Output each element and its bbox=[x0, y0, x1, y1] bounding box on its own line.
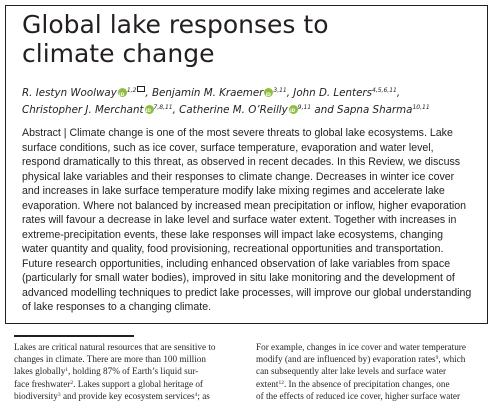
citation-ref[interactable]: 3 bbox=[57, 391, 61, 398]
affiliation-marker: 9,11 bbox=[297, 103, 312, 111]
author-line-1 bbox=[22, 84, 482, 101]
body-line bbox=[14, 341, 247, 353]
body-line bbox=[14, 353, 247, 365]
abstract-line: advanced modelling techniques to predict lake processes, will improve our global understanding bbox=[22, 286, 472, 299]
author-line-2 bbox=[22, 101, 482, 118]
body-line bbox=[256, 378, 489, 390]
body-line bbox=[256, 365, 489, 377]
author-name[interactable]: R. Iestyn Woolway bbox=[22, 87, 117, 99]
body-text: modify (and are influenced by) evaporation rates bbox=[256, 354, 436, 365]
abstract-line: surface conditions, such as ice cover, surface temperature, evaporation and water level, bbox=[22, 141, 434, 154]
affiliation-marker: 4,5,6,11 bbox=[372, 87, 397, 94]
body-column-right bbox=[256, 341, 489, 402]
body-line bbox=[14, 378, 247, 390]
abstract-line: rates will favour a decrease in lake level and surface water extent. Together with increases in bbox=[22, 214, 457, 226]
author-separator: , bbox=[145, 87, 152, 99]
author-name[interactable]: Sapna Sharma bbox=[337, 103, 413, 116]
citation-ref[interactable]: 9 bbox=[435, 355, 439, 362]
author-separator: , bbox=[396, 87, 401, 99]
body-line bbox=[14, 365, 247, 377]
affiliation-marker: 10,11 bbox=[412, 103, 430, 111]
author-name[interactable]: John D. Lenters bbox=[293, 87, 373, 99]
body-line bbox=[256, 353, 489, 365]
author-name[interactable]: Benjamin M. Kraemer bbox=[151, 87, 264, 99]
abstract-line: water quantity and quality, food provisioning, recreational opportunities and transportation. bbox=[22, 243, 444, 255]
body-text: extent bbox=[256, 378, 279, 389]
abstract-line: respond dramatically to this threat, as observed in recent decades. In this Review, we discuss bbox=[22, 156, 461, 168]
citation-ref[interactable]: 12 bbox=[278, 379, 284, 386]
abstract-line: and increases in lake surface temperature modify lake mixing regimes and accelerate lake bbox=[22, 185, 445, 197]
abstract-line: Future research opportunities, including enhanced observation of lake variables from space bbox=[22, 257, 451, 270]
abstract-line: extreme-precipitation events, these lake responses will impact lake ecosystems, changing bbox=[22, 228, 444, 241]
body-text: , which bbox=[438, 354, 466, 365]
author-list bbox=[22, 84, 482, 117]
body-line bbox=[256, 390, 489, 402]
author-separator: , bbox=[172, 103, 180, 116]
author-separator: and bbox=[311, 103, 338, 116]
citation-ref[interactable]: 2 bbox=[70, 379, 74, 386]
title-line-2: climate change bbox=[22, 39, 215, 68]
orcid-icon[interactable] bbox=[289, 105, 298, 114]
orcid-icon[interactable] bbox=[118, 88, 127, 97]
affiliation-marker: 1,2 bbox=[126, 87, 137, 94]
author-separator: , bbox=[286, 87, 294, 99]
abstract-line: Abstract | Climate change is one of the most severe threats to global lake ecosystems. Lake bbox=[22, 127, 453, 139]
body-text: face freshwater bbox=[14, 378, 71, 389]
citation-ref[interactable]: 4 bbox=[194, 391, 198, 398]
body-text: lakes globally bbox=[14, 366, 66, 377]
citation-ref[interactable]: 1 bbox=[65, 367, 69, 374]
abstract-line: evaporation. Where not balanced by increased mean precipitation or inflow, higher evaporation bbox=[22, 199, 467, 212]
body-line bbox=[14, 390, 247, 402]
body-text: and provide key ecosystem services bbox=[60, 390, 195, 401]
body-text: For example, changes in ice cover and water temperature bbox=[256, 342, 466, 352]
body-text: ; as bbox=[197, 390, 210, 401]
body-text: changes in climate. There are more than 100 million bbox=[14, 354, 206, 365]
body-line bbox=[256, 341, 489, 353]
orcid-icon[interactable] bbox=[264, 88, 273, 97]
body-text: . Lakes support a global heritage of bbox=[73, 378, 203, 389]
body-text: . In the absence of precipitation changes, one bbox=[283, 378, 450, 389]
body-text: Lakes are critical natural resources that are sensitive to bbox=[14, 342, 216, 352]
abstract-text bbox=[22, 126, 484, 315]
section-rule bbox=[14, 335, 134, 337]
abstract-line: of lake responses to a changing climate. bbox=[22, 301, 212, 313]
body-column-left bbox=[14, 341, 247, 402]
abstract-line: (particularly for small water bodies), improved in situ lake monitoring and the development of bbox=[22, 272, 455, 284]
author-name[interactable]: Catherine M. O’Reilly bbox=[179, 103, 288, 116]
mail-icon[interactable] bbox=[137, 86, 145, 92]
body-text: biodiversity bbox=[14, 390, 58, 401]
author-name[interactable]: Christopher J. Merchant bbox=[22, 103, 144, 116]
abstract-line: physical lake variables and their responses to climate change. Decreases in winter ice cover bbox=[22, 170, 455, 183]
affiliation-marker: 7,8,11 bbox=[153, 103, 173, 111]
body-text: of the effects of reduced ice cover, higher surface water bbox=[256, 390, 461, 401]
affiliation-marker: 3,11 bbox=[273, 87, 287, 94]
article-title bbox=[22, 10, 442, 68]
body-text: can subsequently alter lake levels and surface water bbox=[256, 366, 447, 377]
body-text: , holding 87% of Earth’s liquid sur- bbox=[68, 366, 199, 377]
orcid-icon[interactable] bbox=[145, 105, 154, 114]
title-line-1: Global lake responses to bbox=[22, 10, 329, 39]
